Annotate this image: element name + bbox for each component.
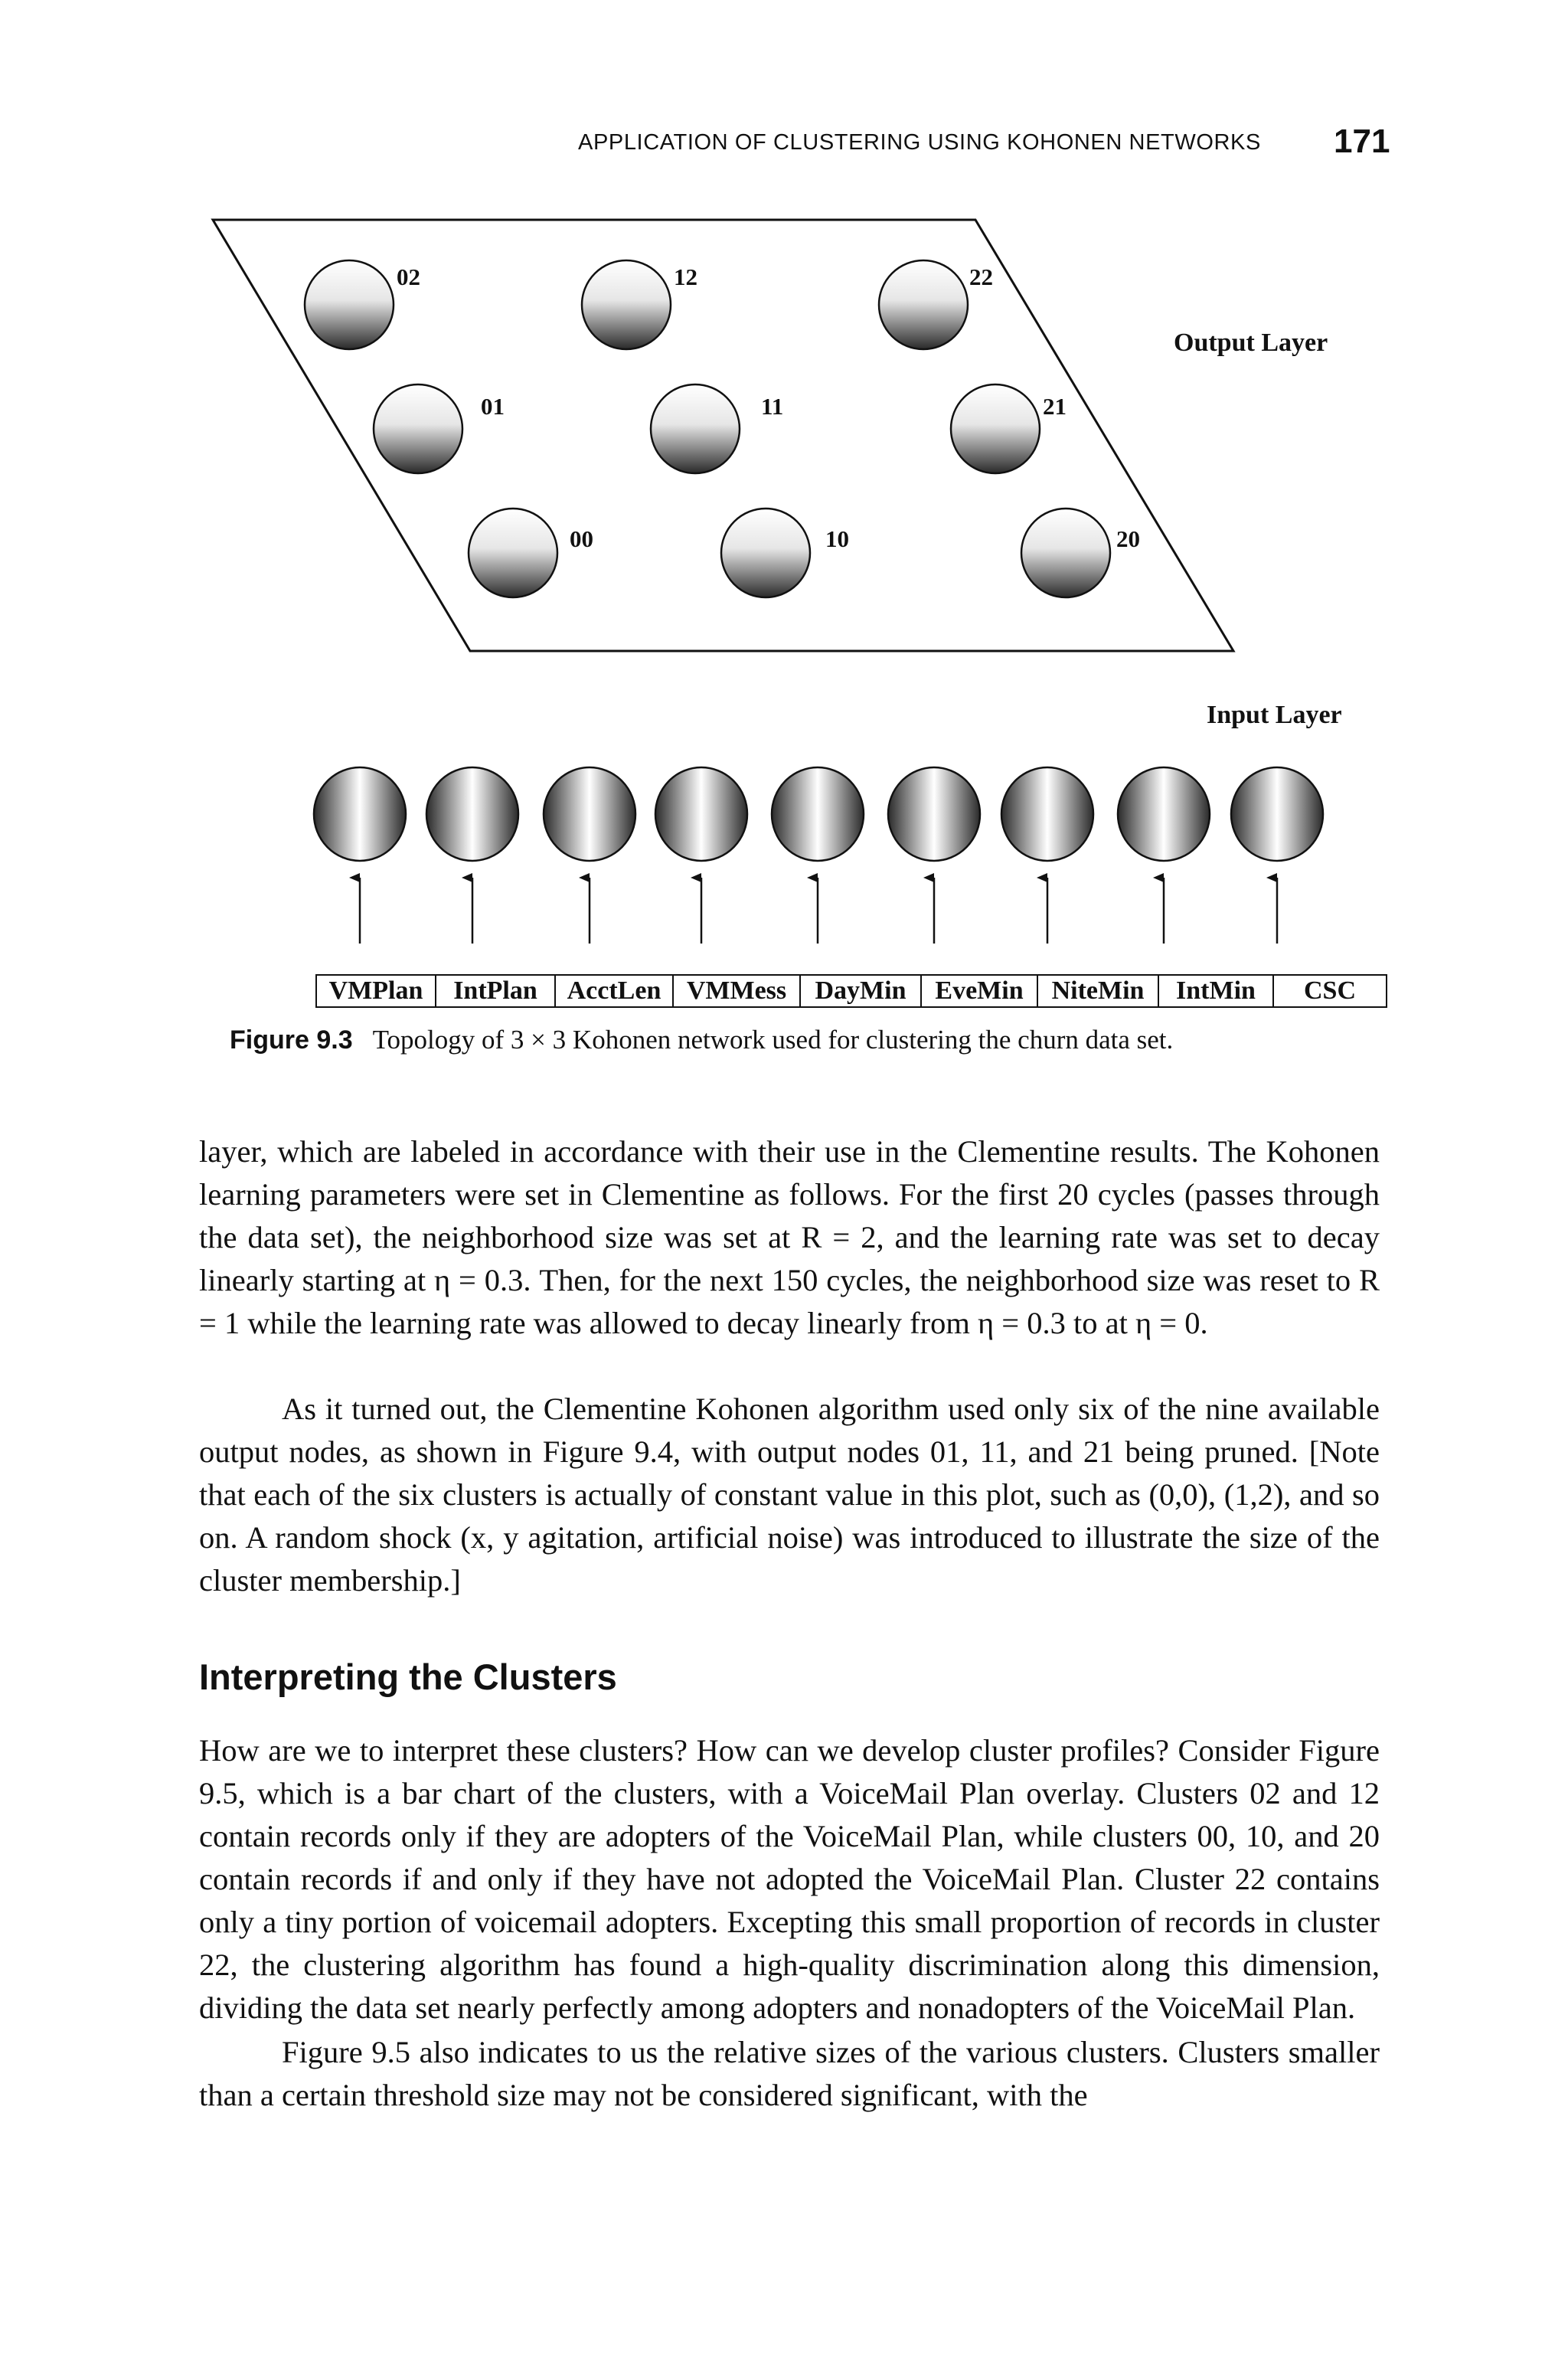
node-label-21: 21 bbox=[1043, 393, 1067, 420]
input-fields-table bbox=[315, 974, 1387, 1008]
body-paragraph-3: How are we to interpret these clusters? How can we develop cluster profiles? Consider Figure 9.5, which is a bar chart of the clusters, with a VoiceMail Plan overlay. Clusters 02 and 12 contain records only if they are adopters of the VoiceMail Plan, while clusters 00, 10, and 20 contain records if and only if they have not adopted the VoiceMail Plan. Cluster 22 contains only a tiny portion of voicemail adopters. Excepting this small proportion of records in cluster 22, the clustering algorithm has found a high-quality discrimination along this dimension, dividing the data set nearly perfectly among adopters and nonadopters of the VoiceMail Plan. bbox=[199, 1733, 1380, 2025]
node-label-00: 00 bbox=[570, 525, 593, 552]
input-field-vmmess: VMMess bbox=[673, 975, 800, 1007]
input-field-intplan: IntPlan bbox=[436, 975, 555, 1007]
input-layer-label: Input Layer bbox=[1207, 701, 1342, 729]
input-field-nitemin: NiteMin bbox=[1037, 975, 1158, 1007]
body-paragraph-1: layer, which are labeled in accordance with their use in the Clementine results. The Kohonen learning parameters were set in Clementine as follows. For the first 20 cycles (passes through the data set), the neighborhood size was set at R = 2, and the learning rate was set to decay linearly starting at η = 0.3. Then, for the next 150 cycles, the neighborhood size was reset to R = 1 while the learning rate was allowed to decay linearly from η = 0.3 to at η = 0. bbox=[199, 1134, 1380, 1340]
page-number: 171 bbox=[1334, 123, 1390, 160]
input-node-daymin bbox=[772, 767, 864, 861]
output-node-00 bbox=[469, 509, 557, 597]
input-field-evemin: EveMin bbox=[921, 975, 1037, 1007]
figure-caption-text: Topology of 3 × 3 Kohonen network used for clustering the churn data set. bbox=[372, 1025, 1174, 1055]
input-field-daymin: DayMin bbox=[800, 975, 921, 1007]
output-node-20 bbox=[1021, 509, 1110, 597]
output-nodes bbox=[305, 260, 1110, 597]
output-layer-label: Output Layer bbox=[1174, 329, 1328, 357]
output-node-22 bbox=[879, 260, 968, 349]
section-heading: Interpreting the Clusters bbox=[199, 1657, 617, 1697]
node-label-22: 22 bbox=[969, 263, 993, 290]
input-node-nitemin bbox=[1001, 767, 1093, 861]
input-node-evemin bbox=[888, 767, 980, 861]
input-fields-row bbox=[316, 975, 1387, 1007]
input-node-acctlen bbox=[544, 767, 635, 861]
input-field-csc: CSC bbox=[1273, 975, 1387, 1007]
figure-caption bbox=[230, 1025, 1173, 1055]
node-label-10: 10 bbox=[825, 525, 849, 552]
figure-caption-label: Figure 9.3 bbox=[230, 1025, 353, 1055]
output-node-01 bbox=[374, 384, 462, 473]
input-arrows bbox=[360, 878, 1277, 944]
running-head: APPLICATION OF CLUSTERING USING KOHONEN NETWORKS bbox=[578, 130, 1261, 155]
input-node-csc bbox=[1231, 767, 1323, 861]
node-label-02: 02 bbox=[397, 263, 420, 290]
kohonen-topology-figure bbox=[0, 0, 1568, 996]
output-node-11 bbox=[651, 384, 740, 473]
node-label-20: 20 bbox=[1116, 525, 1140, 552]
body-paragraph-4: Figure 9.5 also indicates to us the relative sizes of the various clusters. Clusters smaller than a certain threshold size may not be considered significant, with the bbox=[199, 2035, 1380, 2112]
node-label-12: 12 bbox=[674, 263, 697, 290]
output-node-12 bbox=[582, 260, 671, 349]
input-nodes bbox=[314, 767, 1323, 861]
input-field-intmin: IntMin bbox=[1158, 975, 1273, 1007]
node-label-11: 11 bbox=[761, 393, 784, 420]
node-label-01: 01 bbox=[481, 393, 505, 420]
body-paragraph-2: As it turned out, the Clementine Kohonen algorithm used only six of the nine available output nodes, as shown in Figure 9.4, with output nodes 01, 11, and 21 being pruned. [Note that each of the six clusters is actually of constant value in this plot, such as (0,0), (1,2), and so on. A random shock (x, y agitation, artificial noise) was introduced to illustrate the size of the cluster membership.] bbox=[199, 1392, 1380, 1598]
input-node-vmmess bbox=[655, 767, 747, 861]
input-field-acctlen: AcctLen bbox=[555, 975, 673, 1007]
input-field-vmplan: VMPlan bbox=[316, 975, 436, 1007]
input-node-intplan bbox=[426, 767, 518, 861]
input-node-vmplan bbox=[314, 767, 406, 861]
output-node-02 bbox=[305, 260, 394, 349]
output-node-21 bbox=[951, 384, 1040, 473]
input-node-intmin bbox=[1118, 767, 1210, 861]
output-node-10 bbox=[721, 509, 810, 597]
